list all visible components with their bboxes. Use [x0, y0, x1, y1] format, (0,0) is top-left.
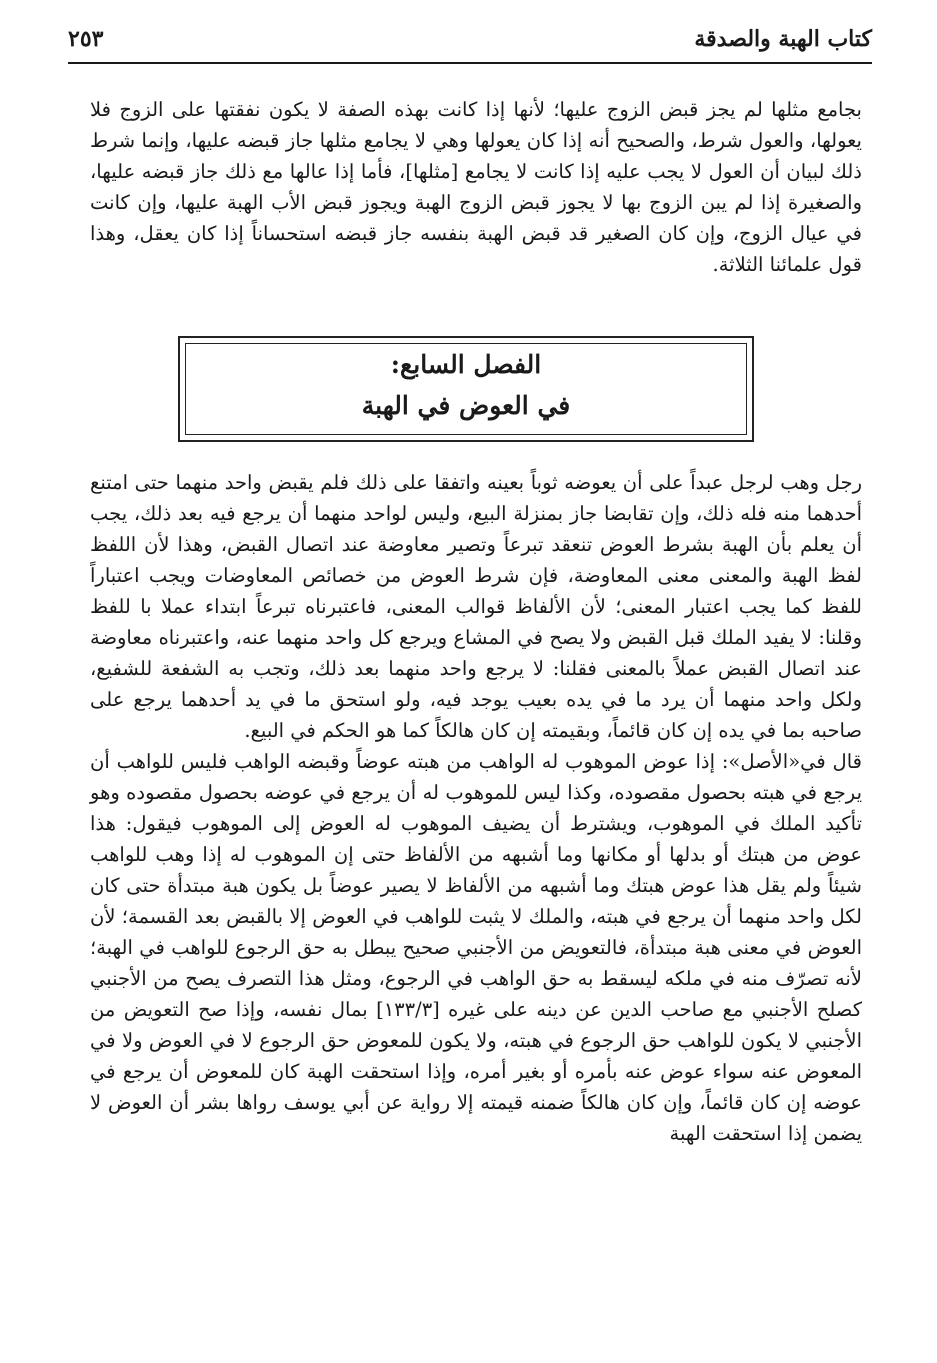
chapter-title: الفصل السابع:: [390, 350, 542, 379]
chapter-heading-box: [178, 336, 754, 442]
chapter-subtitle: في العوض في الهبة: [361, 391, 571, 420]
header-divider: [68, 62, 872, 64]
chapter-body: [90, 467, 862, 1149]
body-paragraph: قال في«الأصل»: إذا عوض الموهوب له الواهب من هبته عوضاً وقبضه الواهب فليس للواهب أن يرجع في هبته بحصول مقصوده، وكذا ليس للموهوب له أن يرجع في عوضه بحصول مقصوده وهو تأكيد الملك في الموهوب، ويشترط أن يضيف الموهوب له العوض إلى الموهوب فيقول: هذا عوض من هبتك أو بدلها أو مكانها وما أشبهه من الألفاظ حتى إن الموهوب له إذا وهب للواهب شيئاً ولم يقل هذا عوض هبتك وما أشبهه من الألفاظ لا يصير عوضاً بل يكون هبة مبتدأة حتى كان لكل واحد منهما أن يرجع في هبته، والملك لا يثبت للواهب في العوض إلا بالقبض بعد القسمة؛ لأن العوض في معنى هبة مبتدأة، فالتعويض من الأجنبي صحيح يبطل به حق الرجوع للواهب في الهبة؛ لأنه تصرّف منه في ملكه ليسقط به حق الواهب في الرجوع، ومثل هذا التصرف يصح من الأجنبي كصلح الأجنبي مع صاحب الدين عن دينه على غيره [١٣٣/٣] بمال نفسه، وإذا صح التعويض من الأجنبي لا يكون للواهب حق الرجوع في هبته، ولا يكون للمعوض حق الرجوع لا في العوض ولا في المعوض عنه سواء عوض عنه بأمره أو بغير أمره، وإذا استحقت الهبة كان للمعوض أن يرجع في عوضه إن كان قائماً، وإن كان هالكاً ضمنه قيمته إلا رواية عن أبي يوسف رواها بشر أن العوض لا يضمن إذا استحقت الهبة: [90, 750, 862, 1145]
page-number: ٢٥٣: [68, 26, 104, 52]
running-title: كتاب الهبة والصدقة: [694, 26, 872, 52]
intro-text-block: [90, 94, 862, 280]
page-header: [68, 26, 872, 64]
intro-paragraph: بجامع مثلها لم يجز قبض الزوج عليها؛ لأنها إذا كانت بهذه الصفة لا يكون نفقتها على الزوج فلا يعولها، والعول شرط، والصحيح أنه إذا كان يعولها وهي لا يجامع مثلها جاز قبضه عليها، وإنما شرط ذلك لبيان أن العول لا يجب عليه إذا كانت لا يجامع [مثلها]، فأما إذا عالها مع ذلك جاز قبضه عليها، والصغيرة إذا لم يبن الزوج بها لا يجوز قبض الزوج الهبة ويجوز قبض الأب الهبة عليها، وإن كانت في عيال الزوج، وإن كان الصغير قد قبض الهبة بنفسه جاز قبضه استحساناً إذا كان يعقل، وهذا قول علمائنا الثلاثة.: [90, 98, 862, 276]
body-paragraph: رجل وهب لرجل عبداً على أن يعوضه ثوباً بعينه واتفقا على ذلك فلم يقبض واحد منهما حتى امتنع أحدهما منه فله ذلك، وإن تقابضا جاز بمنزلة البيع، وليس لواحد منهما أن يرجع فيه بعد ذلك، يجب أن يعلم بأن الهبة بشرط العوض تنعقد تبرعاً وتصير معاوضة عند اتصال القبض، وهذا لأن اللفظ لفظ الهبة والمعنى معنى المعاوضة، فإن شرط العوض من خصائص المعاوضات ويجب اعتباراً للفظ كما يجب اعتبار المعنى؛ لأن الألفاظ قوالب المعنى، فاعتبرناه تبرعاً ابتداء عملا با للفظ وقلنا: لا يفيد الملك قبل القبض ولا يصح في المشاع ويرجع كل واحد منهما عنه، واعتبرناه معاوضة عند اتصال القبض عملاً بالمعنى فقلنا: لا يرجع واحد منهما بعد ذلك، وتجب به الشفعة للشفيع، ولكل واحد منهما أن يرد ما في يده بعيب يوجد فيه، ولو استحق ما في يد أحدهما يرجع على صاحبه بما في يده إن كان قائماً، وبقيمته إن كان هالكاً كما هو الحكم في البيع.: [90, 471, 862, 742]
